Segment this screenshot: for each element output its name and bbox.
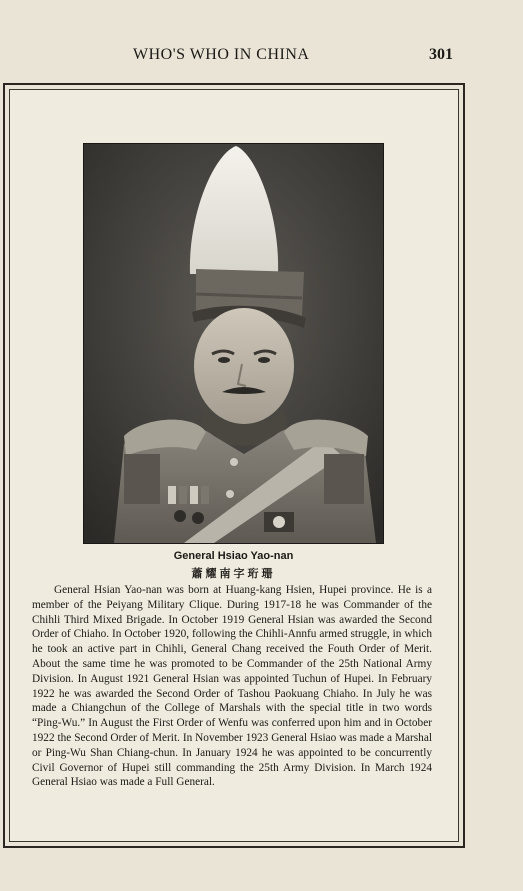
running-title: WHO'S WHO IN CHINA: [133, 46, 310, 63]
running-head: [0, 44, 523, 68]
biography-paragraph: General Hsian Yao-nan was born at Huang-kang Hsien, Hupei province. He is a member of the Peiyang Military Clique. During 1917-18 he was Commander of the Chihli Third Mixed Brigade. In October 1919 General Hsian was awarded the Second Order of Chiaho. In October 1920, following the Chihli-Annfu armed struggle, in which he took an active part in Chihli, General Chang received the Fouth Order of Merit. About the same time he was promoted to be Commander of the 25th National Army Division. In August 1921 General Hsian was appointed Tuchun of Hupei. In February 1922 he was awarded the Second Order of Tashou Paokuang Chiaho. In July he was made a Chiangchun of the College of Marshals with the special title in two words “Ping-Wu.” In August the First Order of Wenfu was conferred upon him and in October 1922 the Second Order of Merit. In November 1923 General Hsiao was made a Marshal or Ping-Wu Shan Chiang-chun. In January 1924 he was appointed to be concurrently Civil Governor of Hupei still commanding the 25th Army Division. In March 1924 General Hsiao was made a Full General.: [32, 584, 432, 789]
portrait-photo: [83, 143, 384, 544]
photo-caption-english: General Hsiao Yao-nan: [173, 550, 294, 562]
photo-caption-chinese: 蕭耀南字珩珊: [191, 567, 276, 580]
portrait-illustration: [84, 144, 383, 543]
page-number: 301: [429, 46, 453, 63]
